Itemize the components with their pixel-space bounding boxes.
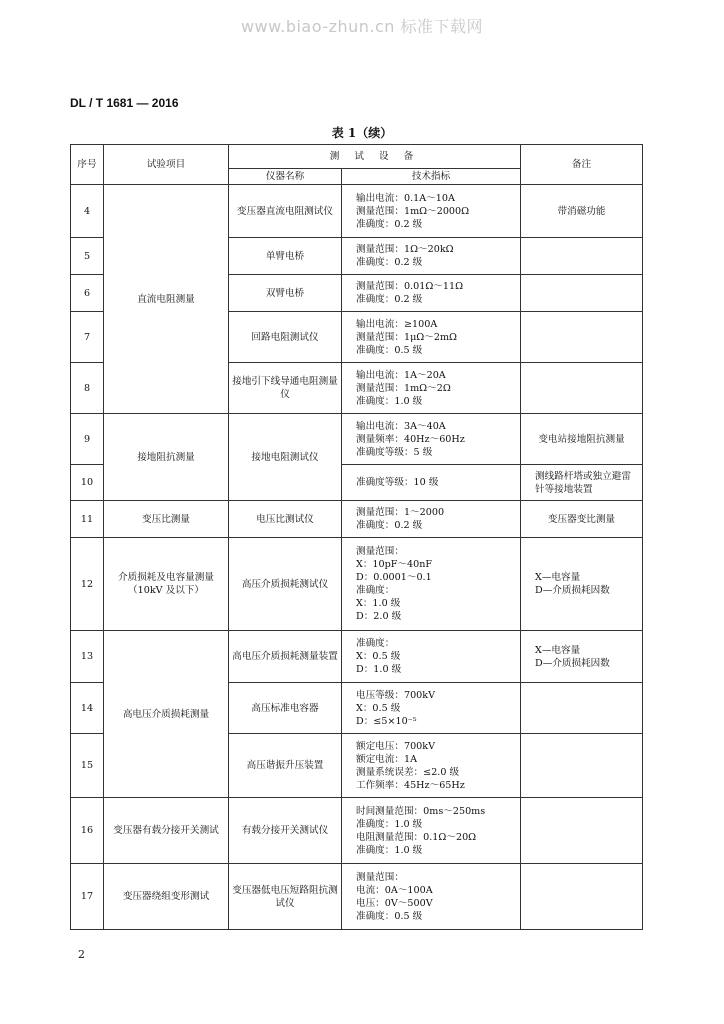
spec-cell: 输出电流：3A～40A 测量频率：40Hz～60Hz 准确度等级：5 级 — [342, 414, 521, 465]
table-row — [71, 501, 643, 538]
spec-cell: 测量范围：0.01Ω～11Ω 准确度：0.2 级 — [342, 275, 521, 312]
instrument-name: 单臂电桥 — [229, 238, 342, 275]
test-item: 变压器有载分接开关测试 — [104, 798, 229, 864]
equipment-table — [70, 144, 643, 930]
spec-cell: 准确度等级：10 级 — [342, 465, 521, 501]
remark-cell — [521, 798, 643, 864]
instrument-name: 接地电阻测试仪 — [229, 414, 342, 501]
test-item: 接地阻抗测量 — [104, 414, 229, 501]
remark-cell: X—电容量 D—介质损耗因数 — [521, 538, 643, 631]
remark-cell — [521, 275, 643, 312]
row-no: 16 — [71, 798, 104, 864]
remark-cell — [521, 734, 643, 798]
test-item: 高电压介质损耗测量 — [104, 631, 229, 798]
table-title: 表 1（续） — [331, 126, 393, 140]
spec-cell: 输出电流：0.1A～10A 测量范围：1mΩ～2000Ω 准确度：0.2 级 — [342, 185, 521, 238]
header-instrument: 仪器名称 — [229, 169, 342, 185]
remark-cell — [521, 238, 643, 275]
spec-cell: 输出电流：1A～20A 测量范围：1mΩ～2Ω 准确度：1.0 级 — [342, 363, 521, 414]
remark-cell — [521, 312, 643, 363]
header-no: 序号 — [71, 145, 104, 185]
row-no: 8 — [71, 363, 104, 414]
remark-cell: 测线路杆塔或独立避雷针等接地装置 — [521, 465, 643, 501]
spec-cell: 电压等级：700kV X：0.5 级 D：≤5×10⁻⁵ — [342, 683, 521, 734]
header-remark: 备注 — [521, 145, 643, 185]
instrument-name: 高压介质损耗测试仪 — [229, 538, 342, 631]
instrument-name: 回路电阻测试仪 — [229, 312, 342, 363]
table-row — [71, 864, 643, 930]
spec-cell: 测量范围： X：10pF～40nF D：0.0001～0.1 准确度： X：1.0 级 D：2.0 级 — [342, 538, 521, 631]
instrument-name: 高压谐振升压装置 — [229, 734, 342, 798]
page-number: 2 — [78, 948, 85, 961]
table-row — [71, 414, 643, 465]
row-no: 6 — [71, 275, 104, 312]
row-no: 5 — [71, 238, 104, 275]
row-no: 13 — [71, 631, 104, 683]
spec-cell: 测量范围： 电流：0A～100A 电压：0V～500V 准确度：0.5 级 — [342, 864, 521, 930]
test-item: 介质损耗及电容量测量（10kV 及以下） — [104, 538, 229, 631]
test-item: 变压器绕组变形测试 — [104, 864, 229, 930]
remark-cell — [521, 683, 643, 734]
row-no: 17 — [71, 864, 104, 930]
remark-cell: 变压器变比测量 — [521, 501, 643, 538]
test-item: 直流电阻测量 — [104, 185, 229, 414]
document-id: DL / T 1681 — 2016 — [70, 96, 179, 110]
row-no: 7 — [71, 312, 104, 363]
header-equipment: 测 试 设 备 — [229, 145, 521, 169]
table-row — [71, 538, 643, 631]
spec-cell: 准确度： X：0.5 级 D：1.0 级 — [342, 631, 521, 683]
spec-cell: 输出电流：≥100A 测量范围：1μΩ～2mΩ 准确度：0.5 级 — [342, 312, 521, 363]
instrument-name: 电压比测试仪 — [229, 501, 342, 538]
row-no: 10 — [71, 465, 104, 501]
row-no: 11 — [71, 501, 104, 538]
header-item: 试验项目 — [104, 145, 229, 185]
spec-cell: 测量范围：1～2000 准确度：0.2 级 — [342, 501, 521, 538]
row-no: 14 — [71, 683, 104, 734]
watermark: www.biao-zhun.cn 标准下载网 — [240, 17, 484, 36]
row-no: 12 — [71, 538, 104, 631]
remark-cell: 变电站接地阻抗测量 — [521, 414, 643, 465]
row-no: 15 — [71, 734, 104, 798]
row-no: 4 — [71, 185, 104, 238]
spec-cell: 时间测量范围：0ms～250ms 准确度：1.0 级 电阻测量范围：0.1Ω～20Ω 准确度：1.0 级 — [342, 798, 521, 864]
remark-cell: X—电容量 D—介质损耗因数 — [521, 631, 643, 683]
instrument-name: 变压器低电压短路阻抗测试仪 — [229, 864, 342, 930]
remark-cell — [521, 363, 643, 414]
header-spec: 技术指标 — [342, 169, 521, 185]
instrument-name: 双臂电桥 — [229, 275, 342, 312]
test-item: 变压比测量 — [104, 501, 229, 538]
instrument-name: 接地引下线导通电阻测量仪 — [229, 363, 342, 414]
table-row — [71, 185, 643, 238]
remark-cell — [521, 864, 643, 930]
spec-cell: 额定电压：700kV 额定电流：1A 测量系统误差：≤2.0 级 工作频率：45Hz～65Hz — [342, 734, 521, 798]
remark-cell: 带消磁功能 — [521, 185, 643, 238]
row-no: 9 — [71, 414, 104, 465]
spec-cell: 测量范围：1Ω～20kΩ 准确度：0.2 级 — [342, 238, 521, 275]
table-row — [71, 631, 643, 683]
instrument-name: 高电压介质损耗测量装置 — [229, 631, 342, 683]
instrument-name: 高压标准电容器 — [229, 683, 342, 734]
table-row — [71, 798, 643, 864]
instrument-name: 有载分接开关测试仪 — [229, 798, 342, 864]
instrument-name: 变压器直流电阻测试仪 — [229, 185, 342, 238]
